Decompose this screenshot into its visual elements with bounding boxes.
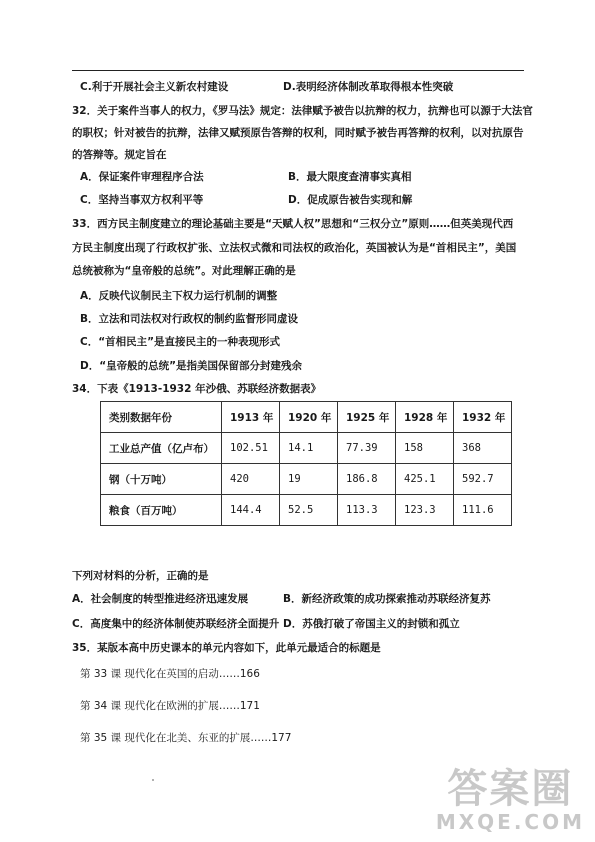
q33-option-a: A．反映代议制民主下权力运行机制的调整 (80, 290, 278, 302)
table-cell: 77.39 (338, 433, 396, 464)
table-cell: 158 (396, 433, 454, 464)
q34-option-a: A．社会制度的转型推进经济迅速发展 (72, 593, 249, 605)
lesson-item: 第 34 课 现代化在欧洲的扩展……171 (80, 700, 260, 712)
table-cell: 592.7 (454, 464, 512, 495)
table-row (101, 495, 512, 526)
q33-option-c: C．“首相民主”是直接民主的一种表现形式 (80, 336, 281, 348)
row-label: 粮食（百万吨） (101, 495, 222, 526)
scan-speck (152, 779, 154, 781)
table-cell: 186.8 (338, 464, 396, 495)
q33-stem-line-2: 方民主制度出现了行政权扩张、立法权式微和司法权的政治化，英国被认为是“首相民主”，美国 (72, 242, 517, 254)
q31-option-d: D.表明经济体制改革取得根本性突破 (283, 81, 454, 93)
table-row (101, 433, 512, 464)
table-header-cell: 1925 年 (338, 402, 396, 433)
q34-intro: 34．下表《1913-1932 年沙俄、苏联经济数据表》 (72, 383, 322, 395)
watermark-logo-text: 答案圈 (447, 766, 574, 812)
site-watermark (436, 768, 585, 834)
q32-option-a: A．保证案件审理程序合法 (80, 171, 204, 183)
table-header-row (101, 402, 512, 433)
table-header-cell: 1932 年 (454, 402, 512, 433)
q33-stem-line-1: 33．西方民主制度建立的理论基础主要是“天赋人权”思想和“三权分立”原则……但英美现代西 (72, 218, 514, 230)
table-cell: 19 (280, 464, 338, 495)
table-cell: 420 (222, 464, 280, 495)
lesson-item: 第 35 课 现代化在北美、东亚的扩展……177 (80, 732, 292, 744)
header-rule (72, 70, 524, 71)
table-cell: 368 (454, 433, 512, 464)
q32-stem-line-3: 的答辩等。规定旨在 (72, 149, 167, 161)
q33-option-d: D．“皇帝般的总统”是指美国保留部分封建残余 (80, 360, 303, 372)
q32-option-b: B．最大限度查清事实真相 (288, 171, 412, 183)
table-cell: 52.5 (280, 495, 338, 526)
q31-option-c: C.利于开展社会主义新农村建设 (80, 81, 229, 93)
q32-option-c: C．坚持当事双方权利平等 (80, 194, 204, 206)
table-header-cell: 1920 年 (280, 402, 338, 433)
row-label: 钢（十万吨） (101, 464, 222, 495)
table-cell: 144.4 (222, 495, 280, 526)
table-cell: 14.1 (280, 433, 338, 464)
table-cell: 113.3 (338, 495, 396, 526)
table-header-cell: 1928 年 (396, 402, 454, 433)
table-row (101, 464, 512, 495)
economic-data-table (100, 401, 512, 526)
q34-prompt: 下列对材料的分析，正确的是 (72, 570, 209, 582)
table-header-cell: 类别数据年份 (101, 402, 222, 433)
table-cell: 102.51 (222, 433, 280, 464)
q34-option-b: B．新经济政策的成功探索推动苏联经济复苏 (283, 593, 491, 605)
q34-option-c: C．高度集中的经济体制使苏联经济全面提升 (72, 618, 280, 630)
q32-option-d: D．促成原告被告实现和解 (288, 194, 413, 206)
q33-option-b: B．立法和司法权对行政权的制约监督形同虚设 (80, 313, 299, 325)
table-header-cell: 1913 年 (222, 402, 280, 433)
q34-option-d: D．苏俄打破了帝国主义的封锁和孤立 (283, 618, 460, 630)
q35-stem: 35．某版本高中历史课本的单元内容如下，此单元最适合的标题是 (72, 642, 381, 654)
q32-stem-line-1: 32．关于案件当事人的权力，《罗马法》规定：法律赋予被告以抗辩的权力，抗辩也可以源于大法官 (72, 105, 533, 117)
lesson-item: 第 33 课 现代化在英国的启动……166 (80, 668, 260, 680)
q32-stem-line-2: 的职权；针对被告的抗辩，法律又赋预原告答辩的权利，同时赋予被告再答辩的权利，以对抗原告 (72, 127, 524, 139)
table-cell: 111.6 (454, 495, 512, 526)
table-cell: 425.1 (396, 464, 454, 495)
watermark-url: MXQE.COM (435, 810, 585, 834)
q33-stem-line-3: 总统被称为“皇帝般的总统”。对此理解正确的是 (72, 265, 296, 277)
row-label: 工业总产值（亿卢布） (101, 433, 222, 464)
table-cell: 123.3 (396, 495, 454, 526)
